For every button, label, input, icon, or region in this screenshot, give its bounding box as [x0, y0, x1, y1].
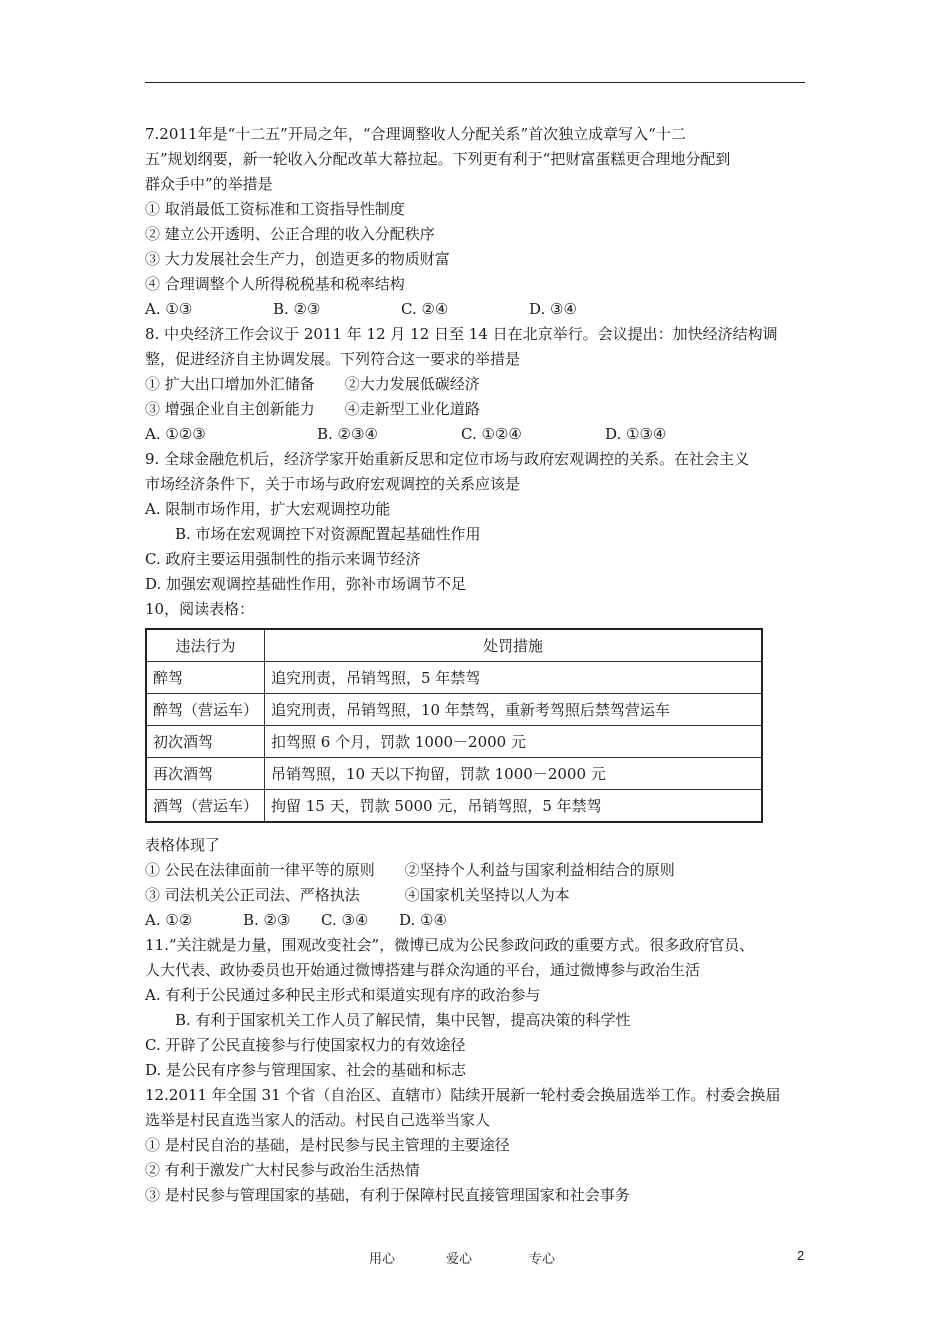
table-cell: 拘留 15 天，罚款 5000 元，吊销驾照，5 年禁驾 — [265, 790, 762, 823]
question-9 — [145, 447, 825, 597]
table-row — [146, 694, 762, 726]
question-8 — [145, 322, 825, 447]
question-stem: 7.2011年是“十二五”开局之年，“合理调整收人分配关系”首次独立成章写入“十二 — [145, 125, 686, 143]
choice-d: D. ①③④ — [605, 425, 667, 443]
table-cell: 追究刑责，吊销驾照，5 年禁驾 — [265, 662, 762, 694]
question-stem: 人大代表、政协委员也开始通过微博搭建与群众沟通的平台，通过微博参与政治生活 — [145, 961, 701, 979]
choice-b: B. ②③④ — [317, 425, 378, 443]
footer-word: 爱心 — [446, 1252, 473, 1267]
question-12 — [145, 1083, 825, 1208]
question-stem: 9. 全球金融危机后，经济学家开始重新反思和定位市场与政府宏观调控的关系。在社会主义 — [145, 450, 750, 468]
choice-c: C. ①②④ — [461, 425, 522, 443]
statement-option: ③ 是村民参与管理国家的基础，有利于保障村民直接管理国家和社会事务 — [145, 1186, 630, 1204]
table-cell: 醉驾（营运车） — [146, 694, 265, 726]
statement-option: ③ 司法机关公正司法、严格执法 ④国家机关坚持以人为本 — [145, 886, 570, 904]
table-row — [146, 662, 762, 694]
table-header-row — [146, 629, 762, 662]
choice-a: A. ①②③ — [145, 425, 206, 443]
option-b: B. 有利于国家机关工作人员了解民情，集中民智，提高决策的科学性 — [175, 1011, 631, 1029]
statement-option: ① 公民在法律面前一律平等的原则 ②坚持个人利益与国家利益相结合的原则 — [145, 861, 675, 879]
statement-option: ② 建立公开透明、公正合理的收入分配秩序 — [145, 225, 435, 243]
question-stem: 整，促进经济自主协调发展。下列符合这一要求的举措是 — [145, 350, 521, 368]
footer-word: 用心 — [369, 1252, 396, 1267]
choice-d: D. ①④ — [399, 911, 447, 929]
statement-option: ④ 合理调整个人所得税税基和税率结构 — [145, 275, 405, 293]
header-rule — [145, 82, 805, 83]
question-stem: 11.“关注就是力量，围观改变社会”，微博已成为公民参政问政的重要方式。很多政府官员、 — [145, 936, 755, 954]
footer-word: 专心 — [529, 1252, 556, 1267]
option-c: C. 政府主要运用强制性的指示来调节经济 — [145, 550, 421, 568]
penalty-table — [145, 628, 763, 823]
table-cell: 醉驾 — [146, 662, 265, 694]
table-row — [146, 726, 762, 758]
page-footer — [0, 1248, 950, 1268]
option-a: A. 限制市场作用，扩大宏观调控功能 — [145, 500, 391, 518]
choice-d: D. ③④ — [529, 300, 577, 318]
table-cell: 扣驾照 6 个月，罚款 1000－2000 元 — [265, 726, 762, 758]
answer-choices — [145, 422, 825, 447]
option-a: A. 有利于公民通过多种民主形式和渠道实现有序的政治参与 — [145, 986, 541, 1004]
table-row — [146, 790, 762, 823]
choice-a: A. ①③ — [145, 300, 193, 318]
question-prompt: 表格体现了 — [145, 836, 221, 854]
question-stem: 群众手中”的举措是 — [145, 175, 273, 193]
table-row — [146, 758, 762, 790]
statement-option: ① 是村民自治的基础，是村民参与民主管理的主要途径 — [145, 1136, 510, 1154]
option-c: C. 开辟了公民直接参与行使国家权力的有效途径 — [145, 1036, 466, 1054]
page-number: 2 — [797, 1248, 805, 1263]
column-header: 处罚措施 — [265, 629, 762, 662]
table-cell: 追究刑责，吊销驾照，10 年禁驾，重新考驾照后禁驾营运车 — [265, 694, 762, 726]
choice-c: C. ②④ — [401, 300, 449, 318]
table-cell: 吊销驾照，10 天以下拘留，罚款 1000－2000 元 — [265, 758, 762, 790]
question-7 — [145, 122, 825, 322]
statement-option: ② 有利于激发广大村民参与政治生活热情 — [145, 1161, 420, 1179]
statement-option: ③ 大力发展社会生产力，创造更多的物质财富 — [145, 250, 450, 268]
statement-option: ① 扩大出口增加外汇储备 ②大力发展低碳经济 — [145, 375, 480, 393]
question-stem: 12.2011 年全国 31 个省（自治区、直辖市）陆续开展新一轮村委会换届选举工作。村委会换届 — [145, 1086, 781, 1104]
statement-option: ① 取消最低工资标准和工资指导性制度 — [145, 200, 405, 218]
question-10 — [145, 597, 825, 933]
statement-option: ③ 增强企业自主创新能力 ④走新型工业化道路 — [145, 400, 480, 418]
choice-c: C. ③④ — [321, 911, 369, 929]
option-d: D. 加强宏观调控基础性作用，弥补市场调节不足 — [145, 575, 467, 593]
table-cell: 初次酒驾 — [146, 726, 265, 758]
answer-choices — [145, 297, 825, 322]
question-11 — [145, 933, 825, 1083]
choice-a: A. ①② — [145, 911, 193, 929]
question-stem: 8. 中央经济工作会议于 2011 年 12 月 12 日至 14 日在北京举行。会议提出：加快经济结构调 — [145, 325, 778, 343]
table-cell: 酒驾（营运车） — [146, 790, 265, 823]
question-stem: 10，阅读表格： — [145, 600, 255, 618]
question-stem: 市场经济条件下，关于市场与政府宏观调控的关系应该是 — [145, 475, 521, 493]
table-cell: 再次酒驾 — [146, 758, 265, 790]
choice-b: B. ②③ — [243, 911, 291, 929]
question-stem: 五”规划纲要，新一轮收入分配改革大幕拉起。下列更有利于“把财富蛋糕更合理地分配到 — [145, 150, 731, 168]
choice-b: B. ②③ — [273, 300, 321, 318]
penalty-table-wrapper — [145, 628, 825, 823]
column-header: 违法行为 — [146, 629, 265, 662]
answer-choices — [145, 908, 825, 933]
option-b: B. 市场在宏观调控下对资源配置起基础性作用 — [175, 525, 481, 543]
exam-content — [145, 122, 825, 1208]
option-d: D. 是公民有序参与管理国家、社会的基础和标志 — [145, 1061, 467, 1079]
question-stem: 选举是村民直选当家人的活动。村民自己选举当家人 — [145, 1111, 491, 1129]
